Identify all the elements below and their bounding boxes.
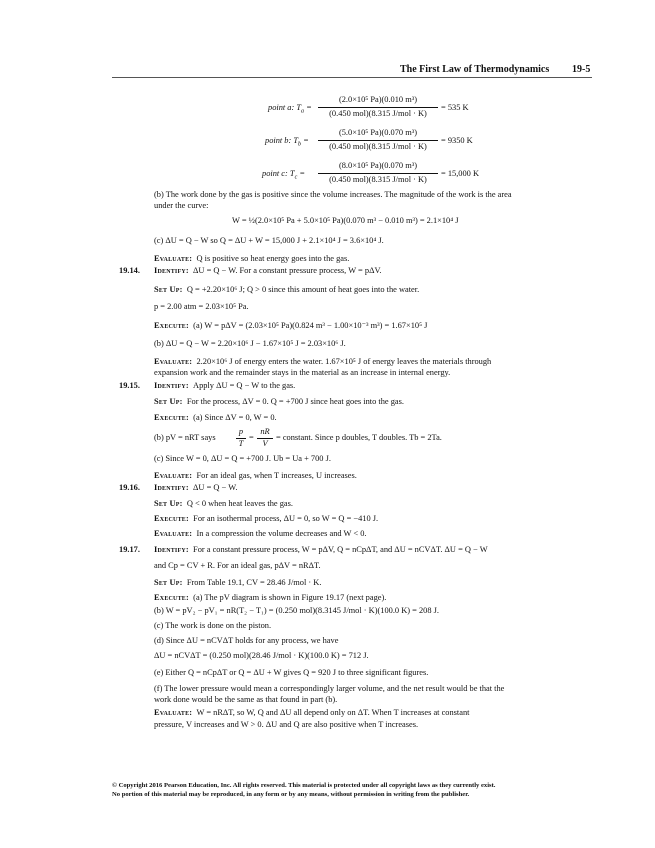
p17-execute: Execute: (a) The pV diagram is shown in Figure 19.17 (next page).	[154, 593, 387, 602]
problem-number-19-16: 19.16.	[119, 483, 140, 492]
p14-identify: Identify: ΔU = Q − W. For a constant pressure process, W = pΔV.	[154, 266, 382, 275]
p17-part-f-line1: (f) The lower pressure would mean a correspondingly larger volume, and the net result would be that the	[154, 684, 505, 693]
p14-evaluate: Evaluate: 2.20×10⁶ J of energy enters the water. 1.67×10⁵ J of energy leaves the materials through	[154, 357, 492, 366]
p17-identify-line2: and Cp = CV + R. For an ideal gas, pΔV = nRΔT.	[154, 561, 321, 570]
p14-evaluate-line2: expansion work and the remainder stays in the material as an increase in internal energy.	[154, 368, 451, 377]
p15-setup: Set Up: For the process, ΔV = 0. Q = +700 J since heat goes into the gas.	[154, 397, 404, 406]
p17-evaluate-line2: pressure, V increases and W > 0. ΔU and Q are also positive when T increases.	[154, 720, 419, 729]
problem-number-19-14: 19.14.	[119, 266, 140, 275]
p15-identify: Identify: Apply ΔU = Q − W to the gas.	[154, 381, 296, 390]
p14-pressure: p = 2.00 atm = 2.03×10⁵ Pa.	[154, 302, 249, 311]
p16-setup: Set Up: Q < 0 when heat leaves the gas.	[154, 499, 293, 508]
equation-part-c: (c) ΔU = Q − W so Q = ΔU + W = 15,000 J + 2.1×10⁴ J = 3.6×10⁴ J.	[154, 236, 384, 245]
p17-evaluate: Evaluate: W = nRΔT, so W, Q and ΔU all depend only on ΔT. When T increases at constant	[154, 708, 470, 717]
p14-part-b: (b) ΔU = Q − W = 2.20×10⁶ J − 1.67×10⁵ J = 2.03×10⁶ J.	[154, 339, 346, 348]
document-page: The First Law of Thermodynamics 19-5 point a: $T_a$ = (2.0×10⁵ Pa)(0.010 m³) (0.450 mol)(8.315 J/mol · K) = 535 K point b: $T_b$ = (5.0×10⁵ Pa)(0.070 m³) (0.450 mol)(8.315 J/mol · K) = 9350 K point c: $T_c$ = (8.0×10⁵ Pa)(0.070 m³) (0.450 mol)(8.315 J/mol · K) = 15,000 K (b) The work done by the gas is positive since the volume increases. The magnitude of the work is the area under the curve: W = ½(2.0×10⁵ Pa + 5.0×10⁵ Pa)(0.070 m³ − 0.010 m³) = 2.1×10⁴ J (c) ΔU = Q − W so Q = ΔU + W = 15,000 J + 2.1×10⁴ J = 3.6×10⁴ J. Evaluate: Q is positive so heat energy goes into the gas. 19.14. Identify: ΔU = Q − W. For a constant pressure process, W = pΔV. Set Up: Q = +2.20×10⁶ J; Q > 0 since this amount of heat goes into the water. p = 2.00 atm = 2.03×10⁵ Pa. Execute: (a) W = pΔV = (2.03×10⁵ Pa)(0.824 m³ − 1.00×10⁻³ m³) = 1.67×10⁵ J (b) ΔU = Q − W = 2.20×10⁶ J − 1.67×10⁵ J = 2.03×10⁶ J. Evaluate: 2.20×10⁶ J of energy enters the water. 1.67×10⁵ J of energy leaves the materials through expansion work and the remainder stays in the material as an increase in internal energy. 19.15. Identify: Apply ΔU = Q − W to the gas. Set Up: For the process, ΔV = 0. Q = +700 J since heat goes into the gas. Execute: (a) Since ΔV = 0, W = 0. (b) pV = nRT says p T = nR V = constant. Since p doubles, T doubles. Tb = 2Ta. (c) Since W = 0, ΔU = Q = +700 J. Ub = Ua + 700 J. Evaluate: For an ideal gas, when T increases, U increases. 19.16. Identify: ΔU = Q − W. Set Up: Q < 0 when heat leaves the gas. Execute: For an isothermal process, ΔU = 0, so W = Q = −410 J. Evaluate: In a compression the volume decreases and W < 0. 19.17. Identify: For a constant pressure process, W = pΔV, Q = nCpΔT, and ΔU = nCVΔT. ΔU = Q − W and Cp = CV + R. For an ideal gas, pΔV = nRΔT. Set Up: From Table 19.1, CV = 28.46 J/mol · K. Execute: (a) The pV diagram is shown in Figure 19.17 (next page). (b) W = pV₂ − pV₁ = nR(T₂ − T₁) = (0.250 mol)(8.3145 J/mol · K)(100.0 K) = 208 J. (c) The work is done on the piston. (d) Since ΔU = nCVΔT holds for any process, we have ΔU = nCVΔT = (0.250 mol)(28.46 J/mol · K)(100.0 K) = 712 J. (e) Either Q = nCpΔT or Q = ΔU + W gives Q = 920 J to three significant figures. (f) The lower pressure would mean a correspondingly larger volume, and the net result would be that the work done would be the same as that found in part (b). Evaluate: W = nRΔT, so W, Q and ΔU all depend only on ΔT. When T increases at constant pressure, V increases and W > 0. ΔU and Q are also positive when T increases. © Copyright 2016 Pearson Education, Inc. All rights reserved. This material is protected under all copyright laws as they currently exist. No portion of this material may be reproduced, in any form or by any means, without permission in writing from the publisher.	[112, 64, 591, 798]
paragraph-b-work-line2: under the curve:	[154, 201, 209, 210]
problem-number-19-17: 19.17.	[119, 545, 140, 554]
header-rule	[112, 77, 592, 78]
p17-part-c: (c) The work is done on the piston.	[154, 621, 272, 630]
problem-number-19-15: 19.15.	[119, 381, 140, 390]
p17-part-b: (b) W = pV₂ − pV₁ = nR(T₂ − T₁) = (0.250 mol)(8.3145 J/mol · K)(100.0 K) = 208 J.	[154, 606, 439, 615]
p17-part-f-line2: work done would be the same as that found in part (b).	[154, 695, 338, 704]
p17-part-d-equation: ΔU = nCVΔT = (0.250 mol)(28.46 J/mol · K)(100.0 K) = 712 J.	[154, 651, 369, 660]
p15-execute: Execute: (a) Since ΔV = 0, W = 0.	[154, 413, 277, 422]
evaluate-line: Evaluate: Q is positive so heat energy goes into the gas.	[154, 254, 350, 263]
p17-part-d: (d) Since ΔU = nCVΔT holds for any process, we have	[154, 636, 339, 645]
running-header-title: The First Law of Thermodynamics	[400, 64, 550, 75]
page-number: 19-5	[572, 64, 591, 75]
p16-execute: Execute: For an isothermal process, ΔU = 0, so W = Q = −410 J.	[154, 514, 379, 523]
p17-setup: Set Up: From Table 19.1, CV = 28.46 J/mol · K.	[154, 578, 322, 587]
equation-work: W = ½(2.0×10⁵ Pa + 5.0×10⁵ Pa)(0.070 m³ − 0.010 m³) = 2.1×10⁴ J	[232, 216, 459, 225]
p16-evaluate: Evaluate: In a compression the volume decreases and W < 0.	[154, 529, 367, 538]
p17-identify: Identify: For a constant pressure process, W = pΔV, Q = nCpΔT, and ΔU = nCVΔT. ΔU = Q − W	[154, 545, 488, 554]
paragraph-b-work-line1: (b) The work done by the gas is positive since the volume increases. The magnitude of the work is the area	[154, 190, 512, 199]
p17-part-e: (e) Either Q = nCpΔT or Q = ΔU + W gives Q = 920 J to three significant figures.	[154, 668, 429, 677]
copyright-notice-line2: No portion of this material may be reproduced, in any form or by any means, without permission in writing from the publisher.	[112, 791, 470, 798]
p14-execute: Execute: (a) W = pΔV = (2.03×10⁵ Pa)(0.824 m³ − 1.00×10⁻³ m³) = 1.67×10⁵ J	[154, 321, 428, 330]
p15-part-c: (c) Since W = 0, ΔU = Q = +700 J. Ub = Ua + 700 J.	[154, 454, 331, 463]
copyright-notice-line1: © Copyright 2016 Pearson Education, Inc. All rights reserved. This material is protected under all copyright laws as they currently exist.	[112, 782, 496, 789]
p15-evaluate: Evaluate: For an ideal gas, when T increases, U increases.	[154, 471, 357, 480]
p16-identify: Identify: ΔU = Q − W.	[154, 483, 238, 492]
p14-setup: Set Up: Q = +2.20×10⁶ J; Q > 0 since this amount of heat goes into the water.	[154, 285, 420, 294]
